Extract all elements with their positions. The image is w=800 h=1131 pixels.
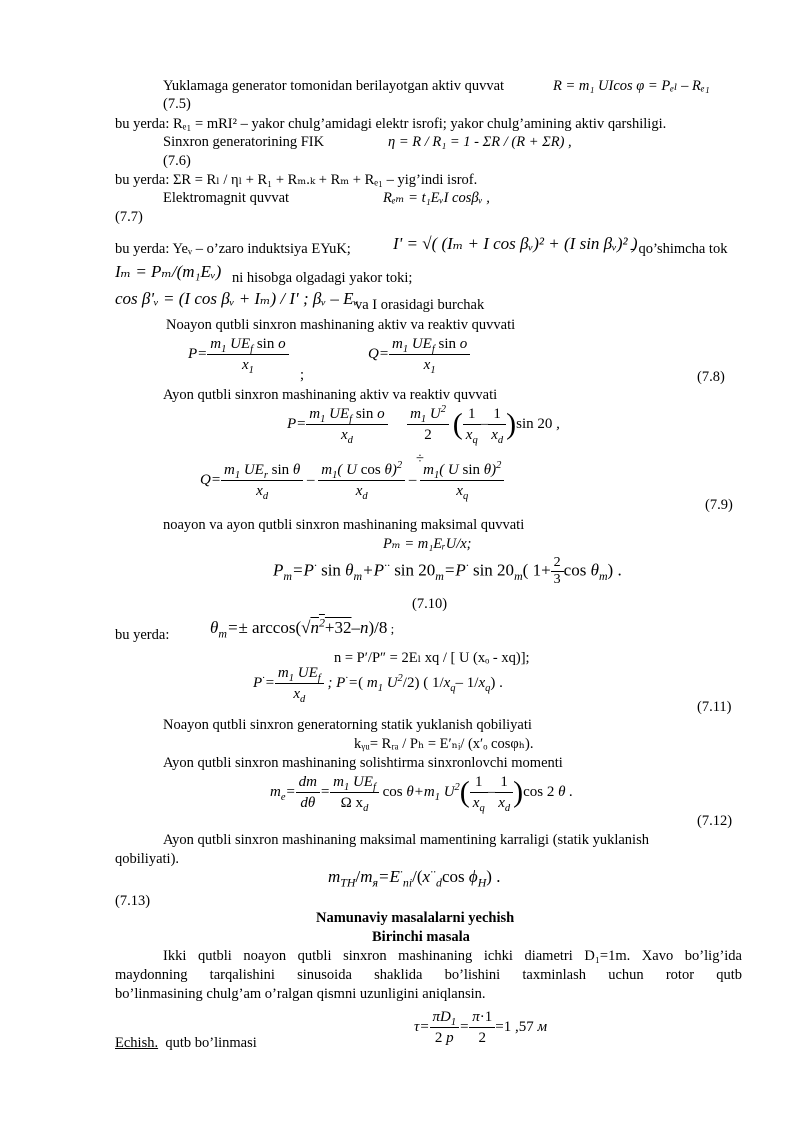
formula-7-10: $P_m=P^\cdot$ $\sin \theta_m+P^{\cdot\cdot}$ $\sin 20_m=P^\cdot$ $\sin 20_m$( 1+ $\frac{2}{3}$ $\cos \theta_m$) . [273,555,622,587]
semicolon: ; [300,367,305,383]
electromagnetic-power-text: Elektromagnit quvvat [163,190,290,206]
max-power-text: noayon va ayon qutbli sinxron mashinaning maksimal quvvati [163,517,525,533]
electromagnetic-power-formula: Rₑₘ = t₁EᵥI cosβᵥ , [383,190,490,206]
equation-number-7-12: (7.12) [697,813,733,829]
equation-number-7-6: (7.6) [163,153,191,169]
problem-text-line-3: bo’linmasining chulg’am o’ralgan qismni uzunligini aniqlansin. [115,986,486,1002]
equation-number-7-9: (7.9) [705,497,733,513]
active-power-formula: R = m₁ UIcos φ = Pₑₗ – Rₑ₁ [553,78,710,94]
angle-text: va I orasidagi burchak [355,297,485,313]
static-load-formula: kᵧᵤ= Rᵣₐ / Pₕ = E′ₙᵢ/ (x′ₒ cosφₕ). [354,736,534,752]
formula-7-8-Q: Q= $\frac{m_1 UE_f \sin o}{x_1}$ [368,335,470,374]
formula-7-9-Q: Q= $\frac{m_1 UE_r \sin \theta}{x_d}$ – $\frac{m_1( U \cos \theta)^2}{x_d}$ – $\frac{m_1( U \sin \theta)^2}{x_q}$ [200,461,504,500]
active-power-text: Yuklamaga generator tomonidan berilayotgan aktiv quvvat [163,78,505,94]
formula-7-8-P: P= $\frac{m_1 UE_f \sin o}{x_1}$ [188,335,289,374]
equation-number-7-10: (7.10) [412,596,448,612]
armature-current-text: ni hisobga olgadagi yakor toki; [232,270,413,286]
formula-7-11: P·= $\frac{m_1 UE_f}{x_d}$ ; P·=( $m_1$ $U^2/2$) ( $1/x_q-$ $1/x_q$) . [253,665,503,705]
equation-number-7-5: (7.5) [163,96,191,112]
total-loss-text: bu yerda: ΣR = Rₗ / ηₗ + R₁ + Rₘ.ₖ + Rₘ + Rₑ₁ – yig’indi isrof. [115,172,478,188]
formula-7-13: $m_{TH}/m_я=E^\cdot_{ni}/(x^{\cdot\cdot}_d\cos$ $\phi_H$) . [328,864,501,890]
solution-label: Echish. [115,1035,159,1051]
formula-7-9-P: P= $\frac{m_1 UE_f \sin o}{x_d}$ $\frac{m_1 U^2}{2}$ ( $\frac{1}{x_q}$ – $\frac{1}{x_d}$ )sin 20 , [287,404,560,446]
salient-power-text: Ayon qutbli sinxron mashinaning aktiv va reaktiv quvvati [163,387,498,403]
where-label: bu yerda: [115,627,170,643]
division-sign: ÷ [416,451,424,467]
efficiency-text: Sinxron generatorining FIK [163,134,325,150]
equation-number-7-11: (7.11) [697,699,732,715]
non-salient-power-text: Noayon qutbli sinxron mashinaning aktiv va reaktiv quvvati [166,317,516,333]
n-ratio-formula: n = P′/P″ = 2Eₗ xq / [ U (xₒ - xq)]; [334,650,530,666]
sync-moment-text: Ayon qutbli sinxron mashinaning solishtirma sinxronlovchi momenti [163,755,563,771]
pole-pitch-formula: τ= $\frac{\pi D_1}{2 p}$ = $\frac{\pi\cdot 1}{2}$ =1 ,57 м [414,1009,548,1046]
equation-number-7-7: (7.7) [115,209,143,225]
solution-line [115,1035,257,1052]
problem-text-line-1: Ikki qutbli noayon qutbli sinxron mashinaning ichki diametri D₁=1m. Xavo bo’lig’ida [163,948,742,964]
armature-current-formula: I' = √( (Iₘ + I cos βᵥ)² + (I sin βᵥ)² ) [393,234,638,253]
cos-beta-formula: cos β'ᵥ = (I cos βᵥ + Iₘ) / I' ; βᵥ – Eᵥ [115,289,359,308]
equation-number-7-8: (7.8) [697,369,725,385]
formula-7-12: $m_e=$ $\frac{dm}{d\theta}$ = $\frac{m_1 UE_f}{\Omega x_d}$ $\cos \theta+m_1$ $U^2$( $\frac{1}{x_q}$ – $\frac{1}{x_d}$ )cos 2 θ . [270,774,574,814]
solution-text: qutb bo’linmasi [165,1035,257,1051]
additional-current-formula: Iₘ = Pₘ/(m₁Eᵥ) [115,262,222,281]
efficiency-formula: η = R / R₁ = 1 - ΣR / (R + ΣR) , [388,134,572,150]
static-load-text: Noayon qutbli sinxron generatorning statik yuklanish qobiliyati [163,717,532,733]
electric-loss-text: bu yerda: Rₑ₁ = mRI² – yakor chulg’amidagi elektr isrofi; yakor chulg’amining aktiv qarshiligi. [115,116,667,132]
moment-ratio-text: Ayon qutbli sinxron mashinaning maksimal mamentining karraligi (statik yuklanish [163,832,649,848]
max-power-formula: Pₘ = m₁EᵣU/x; [383,536,472,552]
problem-heading: Birinchi masala [372,929,470,945]
equation-number-7-13: (7.13) [115,893,151,909]
section-heading: Namunaviy masalalarni yechish [316,910,515,926]
problem-text-line-2: maydonning tarqalishini sinusoida shaklida bo’lishini taxminlash uchun rotor qutb [115,967,742,983]
additional-current-text: - qo’shimcha tok [630,241,728,257]
moment-ratio-text-cont: qobiliyati). [115,851,180,867]
theta-m-formula: $\theta_m=\pm \arccos(√n^2+32-n)/8$ ; [210,615,395,641]
emf-text: bu yerda: Yeᵥ – o’zaro induktsiya EYuK; [115,241,351,257]
